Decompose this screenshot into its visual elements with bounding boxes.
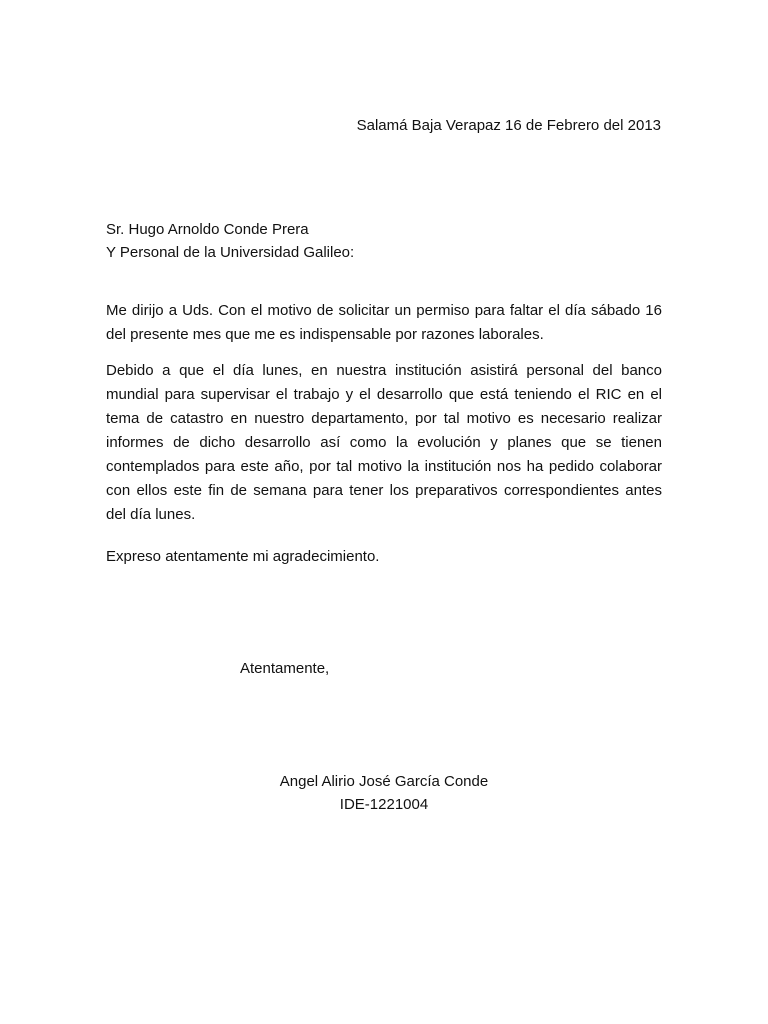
- closing-text: Atentamente,: [240, 660, 330, 677]
- recipient-organization: Y Personal de la Universidad Galileo:: [106, 244, 355, 261]
- signature-name: Angel Alirio José García Conde: [279, 773, 489, 790]
- body-paragraph-2: Debido a que el día lunes, en nuestra institución asistirá personal del banco mundial para supervisar el trabajo y el desarrollo que está teniendo el RIC en el tema de catastro en nuestro departamento, por tal motivo es necesario realizar informes de dicho desarrollo así como la evolución y planes que se tienen contemplados para este año, por tal motivo la institución nos ha pedido colaborar con ellos este fin de semana para tener los preparativos correspondientes antes del día lunes.: [106, 362, 662, 523]
- body-paragraph-3: Expreso atentamente mi agradecimiento.: [106, 548, 380, 565]
- body-paragraph-1: Me dirijo a Uds. Con el motivo de solicitar un permiso para faltar el día sábado 16 del presente mes que me es indispensable por razones laborales.: [106, 302, 662, 343]
- signature-id: IDE-1221004: [339, 796, 429, 813]
- recipient-name: Sr. Hugo Arnoldo Conde Prera: [106, 221, 309, 238]
- date-line: Salamá Baja Verapaz 16 de Febrero del 2013: [356, 117, 661, 134]
